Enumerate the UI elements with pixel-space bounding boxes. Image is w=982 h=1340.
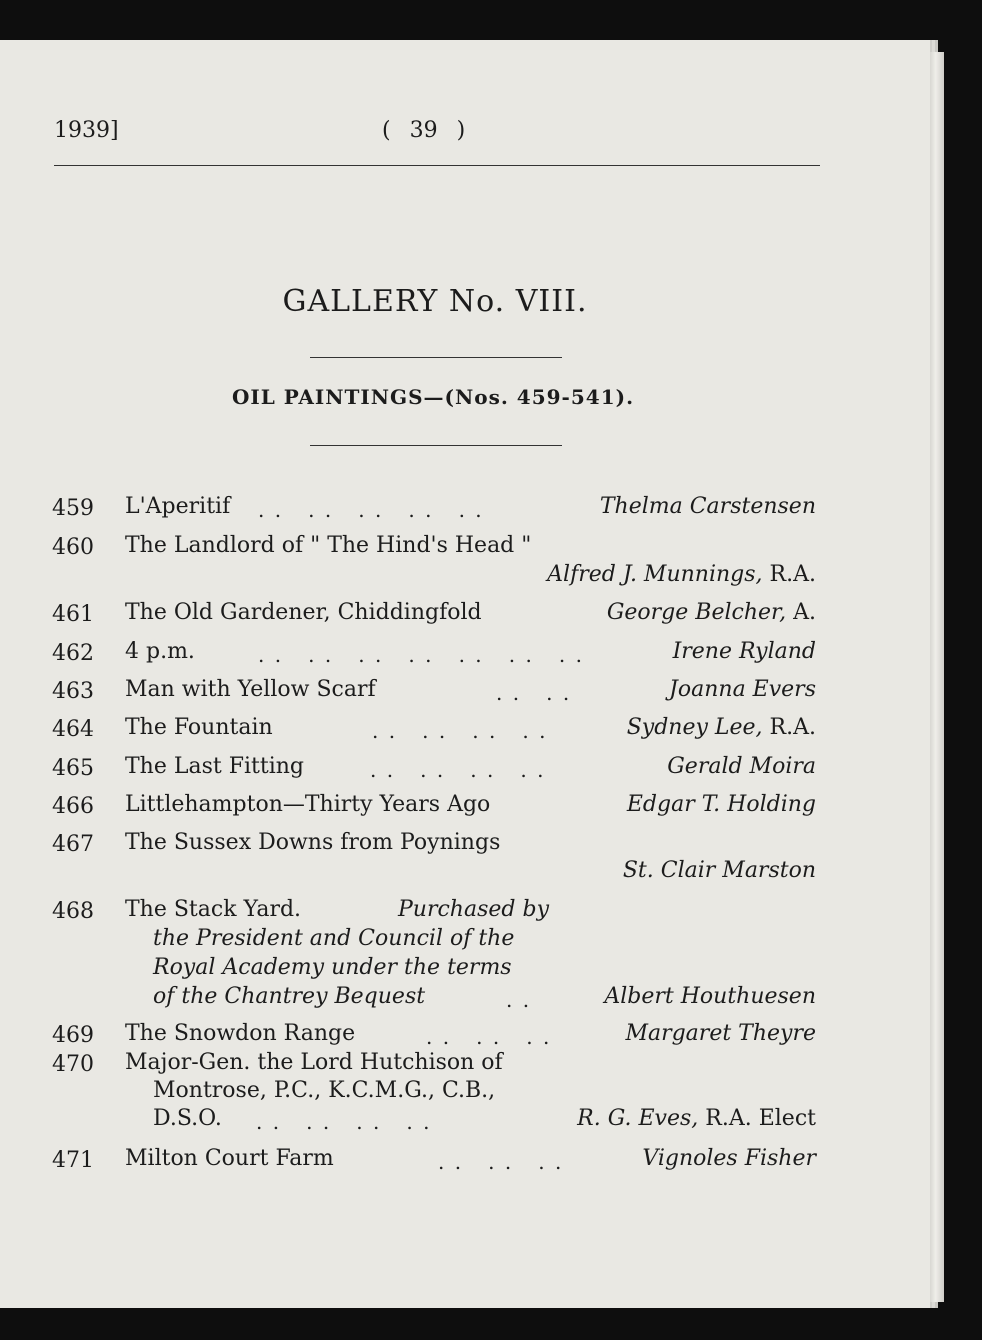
entry-artist: George Belcher, (606, 600, 787, 625)
entry-number: 463 (52, 679, 94, 704)
entry-title: The Fountain (125, 715, 273, 740)
title-rule (310, 357, 562, 358)
running-head-year: 1939] (54, 118, 119, 143)
leader-dots: . . . . . . . . (256, 1110, 432, 1134)
leader-dots: . . (506, 988, 532, 1012)
leader-dots: . . . . (496, 681, 572, 705)
entry-number: 465 (52, 756, 94, 781)
entry-artist: Alfred J. Munnings, (547, 562, 763, 587)
leader-dots: . . . . . . . . . . (258, 498, 484, 522)
entry-artist: Joanna Evers (669, 677, 816, 702)
entry-artist: Irene Ryland (672, 639, 816, 664)
entry-number: 468 (52, 899, 94, 924)
subtitle-rule (310, 445, 562, 446)
entry-title: Montrose, P.C., K.C.M.G., C.B., (153, 1078, 496, 1103)
entry-note: of the Chantrey Bequest (153, 984, 426, 1009)
leader-dots: . . . . . . (426, 1025, 552, 1049)
entry-artist-line (607, 600, 816, 625)
leader-dots: . . . . . . . . . . . . . . (258, 643, 584, 667)
entry-title: The Snowdon Range (125, 1021, 356, 1046)
entry-number: 462 (52, 641, 94, 666)
entry-number: 461 (52, 602, 94, 627)
entry-title: 4 p.m. (125, 639, 195, 664)
entry-title: The Old Gardener, Chiddingfold (125, 600, 482, 625)
entry-honour: A. (793, 600, 816, 625)
entry-title: L'Aperitif (125, 494, 231, 519)
entry-title: The Sussex Downs from Poynings (125, 830, 501, 855)
entry-number: 471 (52, 1148, 94, 1173)
entry-number: 464 (52, 717, 94, 742)
entry-artist: Vignoles Fisher (642, 1146, 816, 1171)
entry-title: Major-Gen. the Lord Hutchison of (125, 1050, 503, 1075)
entry-artist: Margaret Theyre (625, 1021, 816, 1046)
entry-honour: R.A. (769, 715, 816, 740)
entry-title: Littlehampton—Thirty Years Ago (125, 792, 491, 817)
entry-artist-line (627, 715, 816, 740)
entry-number: 470 (52, 1052, 94, 1077)
entry-honour: R.A. Elect (705, 1106, 816, 1131)
entry-number: 466 (52, 794, 94, 819)
entry-title: The Landlord of " The Hind's Head " (125, 533, 532, 558)
page-edge (930, 52, 944, 1302)
section-subtitle: OIL PAINTINGS—(Nos. 459-541). (231, 385, 635, 409)
entry-number: 469 (52, 1023, 94, 1048)
entry-title: D.S.O. (153, 1106, 222, 1131)
page-number: ( 39 ) (382, 118, 466, 143)
leader-dots: . . . . . . . . (370, 758, 546, 782)
entry-number: 467 (52, 832, 94, 857)
entry-title: The Stack Yard. (125, 897, 302, 922)
entry-number: 459 (52, 496, 94, 521)
entry-title: Milton Court Farm (125, 1146, 334, 1171)
entry-artist: Sydney Lee, (626, 715, 763, 740)
entry-note: Purchased by (398, 897, 549, 922)
entry-artist: Edgar T. Holding (626, 792, 816, 817)
entry-artist: Albert Houthuesen (604, 984, 816, 1009)
entry-title: The Last Fitting (125, 754, 304, 779)
entry-title: Man with Yellow Scarf (125, 677, 376, 702)
entry-number: 460 (52, 535, 94, 560)
entry-artist-line (547, 562, 816, 587)
entry-artist: St. Clair Marston (622, 858, 816, 883)
gallery-title: GALLERY No. VIII. (282, 284, 588, 319)
entry-artist-line (577, 1106, 816, 1131)
entry-artist: R. G. Eves, (577, 1106, 699, 1131)
entry-note: the President and Council of the (153, 926, 515, 951)
entry-note: Royal Academy under the terms (153, 955, 512, 980)
leader-dots: . . . . . . (438, 1150, 564, 1174)
entry-artist: Gerald Moira (667, 754, 816, 779)
entry-honour: R.A. (769, 562, 816, 587)
entry-artist: Thelma Carstensen (599, 494, 816, 519)
leader-dots: . . . . . . . . (372, 719, 548, 743)
header-rule (54, 165, 820, 166)
